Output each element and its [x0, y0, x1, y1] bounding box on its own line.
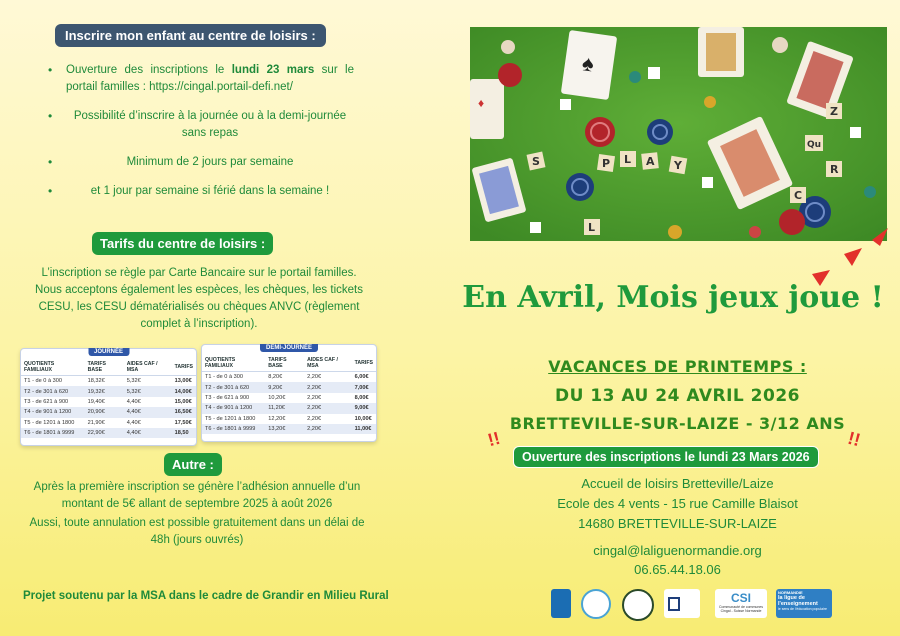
- table-row: [202, 382, 376, 392]
- table-row: [202, 403, 376, 413]
- table-cell: T4 - de 901 à 1200: [21, 407, 85, 417]
- exclaim-right: !!: [845, 427, 863, 451]
- partner-logo: [664, 589, 700, 618]
- table-row: [21, 386, 196, 396]
- table-cell: 2,20€: [304, 382, 352, 392]
- bullet-item: • Ouverture des inscriptions le lundi 23 mars sur le portail familles : https://cingal.portail-defi.net/: [48, 62, 354, 96]
- svg-text:S: S: [532, 155, 540, 168]
- table-cell: T1 - de 0 à 300: [205, 374, 243, 381]
- table-cell: 12,20€: [268, 415, 286, 422]
- svg-text:C: C: [794, 189, 803, 202]
- table-cell: 11,00€: [352, 424, 376, 434]
- table-demi-journee: [201, 344, 377, 442]
- table-row: [21, 397, 196, 407]
- tarifs-header: Tarifs du centre de loisirs :: [92, 232, 273, 255]
- table-cell: 2,20€: [307, 394, 322, 401]
- svg-text:Y: Y: [674, 159, 682, 172]
- csi-logo: [715, 589, 767, 618]
- ligue-logo-main: la ligue de l'enseignement: [778, 595, 818, 607]
- table-cell: 8,20€: [268, 374, 283, 381]
- table-cell: 10,00€: [354, 415, 372, 422]
- table-cell: 18,50: [172, 428, 196, 438]
- table-cell: 9,00€: [352, 403, 376, 413]
- autre-text-1: Après la première inscription se génère l’adhésion annuelle d’un montant de 5€ allant de septembre 2025 à août 2026: [33, 481, 361, 510]
- col-header: TARIFS: [172, 359, 196, 376]
- tarif-table: [21, 359, 196, 438]
- ligue-logo-sub: le sens de l'éducation populaire: [778, 607, 827, 611]
- table-cell: T6 - de 1801 à 9999: [202, 424, 265, 434]
- pennant-decoration: [806, 226, 890, 288]
- table-row: [202, 414, 376, 424]
- inscrire-header: Inscrire mon enfant au centre de loisirs :: [55, 24, 326, 47]
- table-cell: 4,40€: [124, 428, 172, 438]
- games-illustration: [470, 27, 887, 241]
- vacances-dates: DU 13 AU 24 AVRIL 2026: [555, 386, 800, 406]
- table-cell: T3 - de 621 à 900: [24, 398, 69, 405]
- table-cell: T2 - de 301 à 620: [21, 386, 85, 396]
- vacances-title: VACANCES DE PRINTEMPS :: [548, 357, 807, 376]
- table-row: [202, 424, 376, 434]
- table-cell: 13,00€: [174, 378, 192, 385]
- table-cell: 4,40€: [124, 407, 172, 417]
- table-cell: T1 - de 0 à 300: [24, 378, 62, 385]
- svg-text:L: L: [624, 153, 632, 166]
- table-cell: 10,20€: [268, 394, 286, 401]
- main-title: En Avril, Mois jeux joue !: [462, 280, 884, 315]
- col-header: AIDES CAF / MSA: [304, 355, 352, 372]
- card-icon: [470, 79, 504, 139]
- table-cell: 19,32€: [85, 386, 124, 396]
- table-row: [21, 407, 196, 417]
- table-cell: 21,90€: [87, 419, 105, 426]
- table-cell: 2,20€: [307, 415, 322, 422]
- table-cell: 2,20€: [304, 403, 352, 413]
- table-row: [21, 418, 196, 428]
- table-cell: 5,32€: [124, 386, 172, 396]
- table-row: [202, 372, 376, 383]
- autre-header: Autre :: [164, 453, 222, 476]
- svg-text:P: P: [602, 157, 611, 170]
- address-line-2: Ecole des 4 vents - 15 rue Camille Blaisot: [557, 496, 798, 511]
- footer-msa: Projet soutenu par la MSA dans le cadre de Grandir en Milieu Rural: [23, 590, 389, 602]
- col-header: QUOTIENTS FAMILIAUX: [202, 355, 265, 372]
- csi-logo-sub: Communauté de communes Cingal - Suisse Normande: [719, 605, 763, 613]
- exclaim-left: !!: [485, 427, 503, 451]
- table-cell: 7,00€: [352, 382, 376, 392]
- svg-text:R: R: [830, 163, 839, 176]
- contact-phone: 06.65.44.18.06: [634, 562, 721, 577]
- table-tag: DEMI-JOURNÉE: [260, 344, 318, 352]
- col-header: AIDES CAF / MSA: [124, 359, 172, 376]
- table-row: [202, 393, 376, 403]
- table-cell: 20,90€: [85, 407, 124, 417]
- address-line-3: 14680 BRETTEVILLE-SUR-LAIZE: [578, 516, 777, 531]
- table-cell: T5 - de 1201 à 1800: [205, 415, 256, 422]
- col-header: QUOTIENTS FAMILIAUX: [21, 359, 85, 376]
- address-line-1: Accueil de loisirs Bretteville/Laize: [581, 476, 774, 491]
- col-header: TARIFS: [352, 355, 376, 372]
- tree-logo: [622, 589, 654, 621]
- table-cell: 6,00€: [354, 374, 369, 381]
- table-cell: 2,20€: [304, 424, 352, 434]
- table-cell: 15,00€: [174, 398, 192, 405]
- svg-text:Qu: Qu: [807, 140, 822, 150]
- card-icon: [561, 30, 617, 100]
- col-header: TARIFS BASE: [85, 359, 124, 376]
- table-cell: 16,50€: [172, 407, 196, 417]
- ligue-logo: [776, 589, 832, 618]
- bullet-item: • Possibilité d’inscrire à la journée ou à la demi-journée sans repas: [48, 108, 354, 142]
- table-cell: 14,00€: [172, 386, 196, 396]
- ligue-logo-top: NORMANDIE: [778, 590, 803, 595]
- accueil-logo: [581, 589, 611, 619]
- autre-text-2: Aussi, toute annulation est possible gratuitement dans un délai de 48h (jours ouvrés): [29, 517, 365, 546]
- caf-logo: [551, 589, 571, 618]
- table-cell: 8,00€: [354, 394, 369, 401]
- tarifs-text: L’inscription se règle par Carte Bancaire sur le portail familles. Nous acceptons également les espèces, les chèques, les tickets CESU, les CESU dématérialisés ou chèques ANVC (règlement complet à l’inscription).: [35, 267, 363, 330]
- svg-text:Z: Z: [830, 105, 838, 118]
- table-cell: 19,40€: [87, 398, 105, 405]
- table-cell: 5,32€: [126, 378, 141, 385]
- table-cell: 22,90€: [85, 428, 124, 438]
- table-cell: T4 - de 901 à 1200: [202, 403, 265, 413]
- bullet-item: • et 1 jour par semaine si férié dans la semaine !: [48, 183, 354, 200]
- bullet-item: • Minimum de 2 jours par semaine: [48, 154, 354, 171]
- table-row: [21, 376, 196, 387]
- svg-text:♠: ♠: [580, 50, 596, 77]
- tarif-table: [202, 355, 376, 434]
- table-cell: 11,20€: [265, 403, 304, 413]
- table-journee: [20, 348, 197, 446]
- table-cell: T2 - de 301 à 620: [202, 382, 265, 392]
- inscription-bullets: [48, 62, 354, 212]
- table-cell: 2,20€: [307, 374, 322, 381]
- table-cell: 4,40€: [126, 419, 141, 426]
- card-icon: [698, 27, 744, 77]
- ouverture-banner: Ouverture des inscriptions le lundi 23 Mars 2026: [513, 446, 819, 468]
- svg-text:♦: ♦: [478, 96, 485, 110]
- table-cell: 18,32€: [87, 378, 105, 385]
- games-photo: [470, 27, 887, 241]
- vacances-lieu: BRETTEVILLE-SUR-LAIZE - 3/12 ANS: [509, 414, 846, 433]
- table-cell: 13,20€: [265, 424, 304, 434]
- table-tag: JOURNÉE: [88, 348, 129, 356]
- csi-logo-text: CSI: [730, 591, 751, 605]
- table-row: [21, 428, 196, 438]
- table-cell: 4,40€: [126, 398, 141, 405]
- table-cell: 9,20€: [265, 382, 304, 392]
- svg-text:L: L: [588, 221, 596, 234]
- contact-email: cingal@laliguenormandie.org: [593, 543, 762, 558]
- table-cell: 17,50€: [174, 419, 192, 426]
- table-cell: T6 - de 1801 à 9999: [21, 428, 85, 438]
- table-cell: T3 - de 621 à 900: [205, 394, 250, 401]
- col-header: TARIFS BASE: [265, 355, 304, 372]
- svg-text:A: A: [646, 155, 655, 168]
- table-cell: T5 - de 1201 à 1800: [24, 419, 75, 426]
